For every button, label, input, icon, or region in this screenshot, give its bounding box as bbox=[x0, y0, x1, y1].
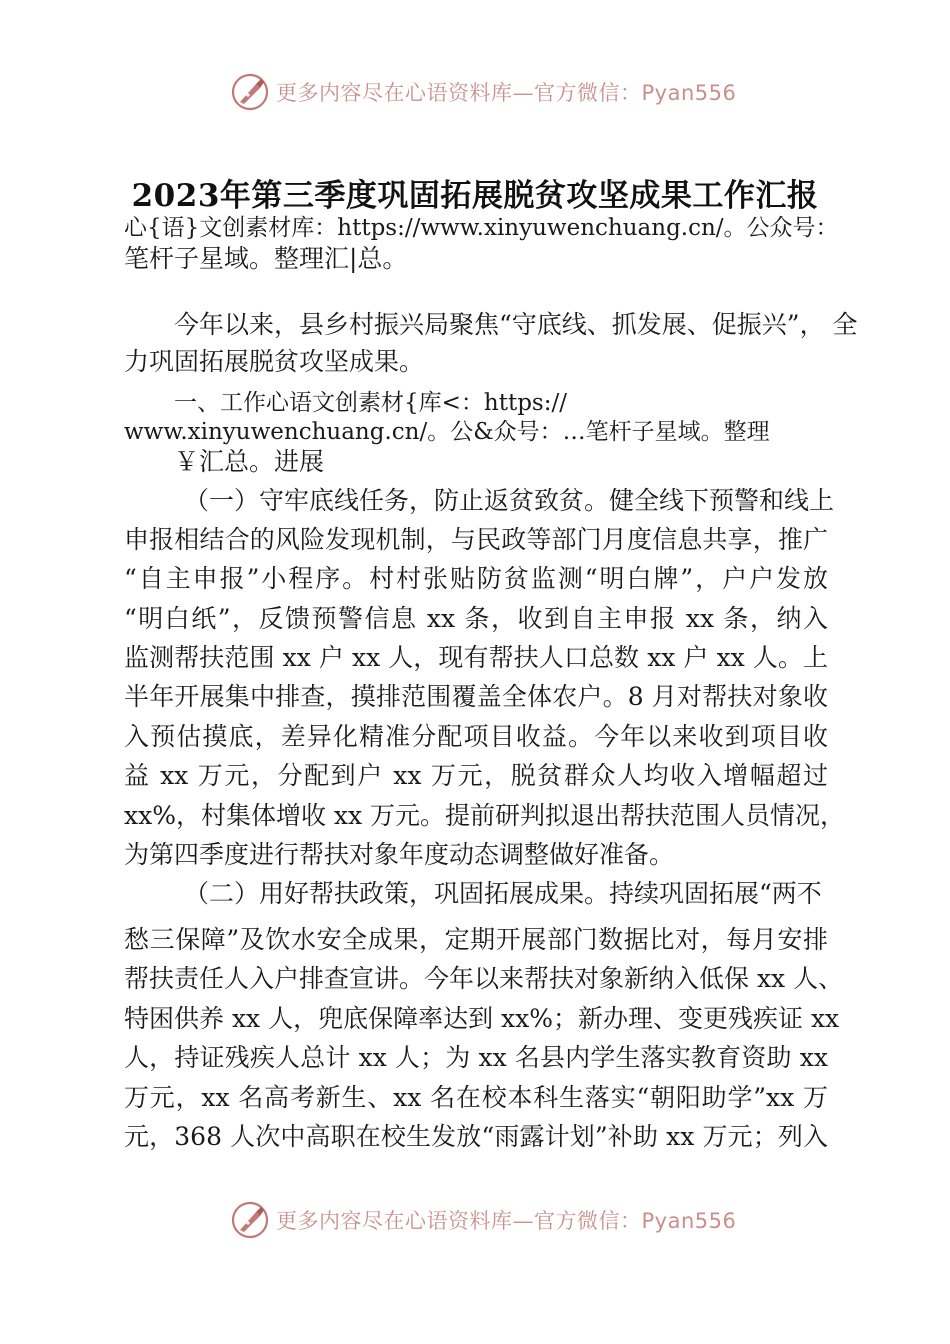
body-line: 万元，xx 名高考新生、xx 名在校本科生落实“朝阳助学”xx 万 bbox=[124, 1083, 828, 1112]
body-line: 为第四季度进行帮扶对象年度动态调整做好准备。 bbox=[124, 840, 675, 869]
body-line: “自主申报”小程序。村村张贴防贫监测“明白牌”，户户发放 bbox=[124, 564, 828, 593]
pen-nib-icon bbox=[230, 72, 270, 112]
body-line: 半年开展集中排查，摸排范围覆盖全体农户。8 月对帮扶对象收 bbox=[124, 682, 828, 711]
body-line: 笔杆子星域。整理汇|总。 bbox=[124, 244, 408, 273]
watermark-text: 更多内容尽在心语资料库—官方微信：Pyan556 bbox=[276, 1209, 737, 1233]
body-line: （二）用好帮扶政策，巩固拓展成果。持续巩固拓展“两不 bbox=[184, 879, 822, 908]
body-line: 心{语}文创素材库：https://www.xinyuwenchuang.cn/。公众号： bbox=[124, 215, 839, 241]
body-line: “明白纸”，反馈预警信息 xx 条，收到自主申报 xx 条，纳入 bbox=[124, 604, 828, 633]
section-heading: www.xinyuwenchuang.cn/。公&众号：…笔杆子星域。整理 bbox=[124, 419, 770, 445]
body-line: 益 xx 万元，分配到户 xx 万元，脱贫群众人均收入增幅超过 bbox=[124, 761, 828, 790]
body-line: （一）守牢底线任务，防止返贫致贫。健全线下预警和线上 bbox=[184, 486, 835, 515]
body-line: 愁三保障”及饮水安全成果，定期开展部门数据比对，每月安排 bbox=[124, 925, 828, 954]
document-title: 2023年第三季度巩固拓展脱贫攻坚成果工作汇报 bbox=[131, 178, 819, 214]
body-line: 申报相结合的风险发现机制，与民政等部门月度信息共享，推广 bbox=[124, 525, 828, 554]
section-heading: 一、工作心语文创素材{库<：https:// bbox=[174, 390, 567, 416]
body-line: 监测帮扶范围 xx 户 xx 人，现有帮扶人口总数 xx 户 xx 人。上 bbox=[124, 643, 828, 672]
footer-watermark-banner bbox=[230, 1198, 736, 1242]
body-line: xx%，村集体增收 xx 万元。提前研判拟退出帮扶范围人员情况， bbox=[124, 801, 846, 830]
body-line: 元，368 人次中高职在校生发放“雨露计划”补助 xx 万元；列入 bbox=[124, 1122, 828, 1151]
section-heading: ￥汇总。进展 bbox=[174, 447, 325, 476]
header-watermark-banner bbox=[230, 70, 736, 114]
body-line: 人，持证残疾人总计 xx 人；为 xx 名县内学生落实教育资助 xx bbox=[124, 1043, 828, 1072]
body-line: 入预估摸底，差异化精准分配项目收益。今年以来收到项目收 bbox=[124, 722, 828, 751]
body-line: 特困供养 xx 人，兜底保障率达到 xx%；新办理、变更残疾证 xx bbox=[124, 1004, 840, 1033]
body-line: 帮扶责任人入户排查宣讲。今年以来帮扶对象新纳入低保 xx 人、 bbox=[124, 964, 844, 993]
watermark-text: 更多内容尽在心语资料库—官方微信：Pyan556 bbox=[276, 81, 737, 105]
body-line: 力巩固拓展脱贫攻坚成果。 bbox=[124, 347, 425, 376]
body-line: 今年以来，县乡村振兴局聚焦“守底线、抓发展、促振兴”， 全 bbox=[174, 310, 858, 339]
pen-nib-icon bbox=[230, 1200, 270, 1240]
